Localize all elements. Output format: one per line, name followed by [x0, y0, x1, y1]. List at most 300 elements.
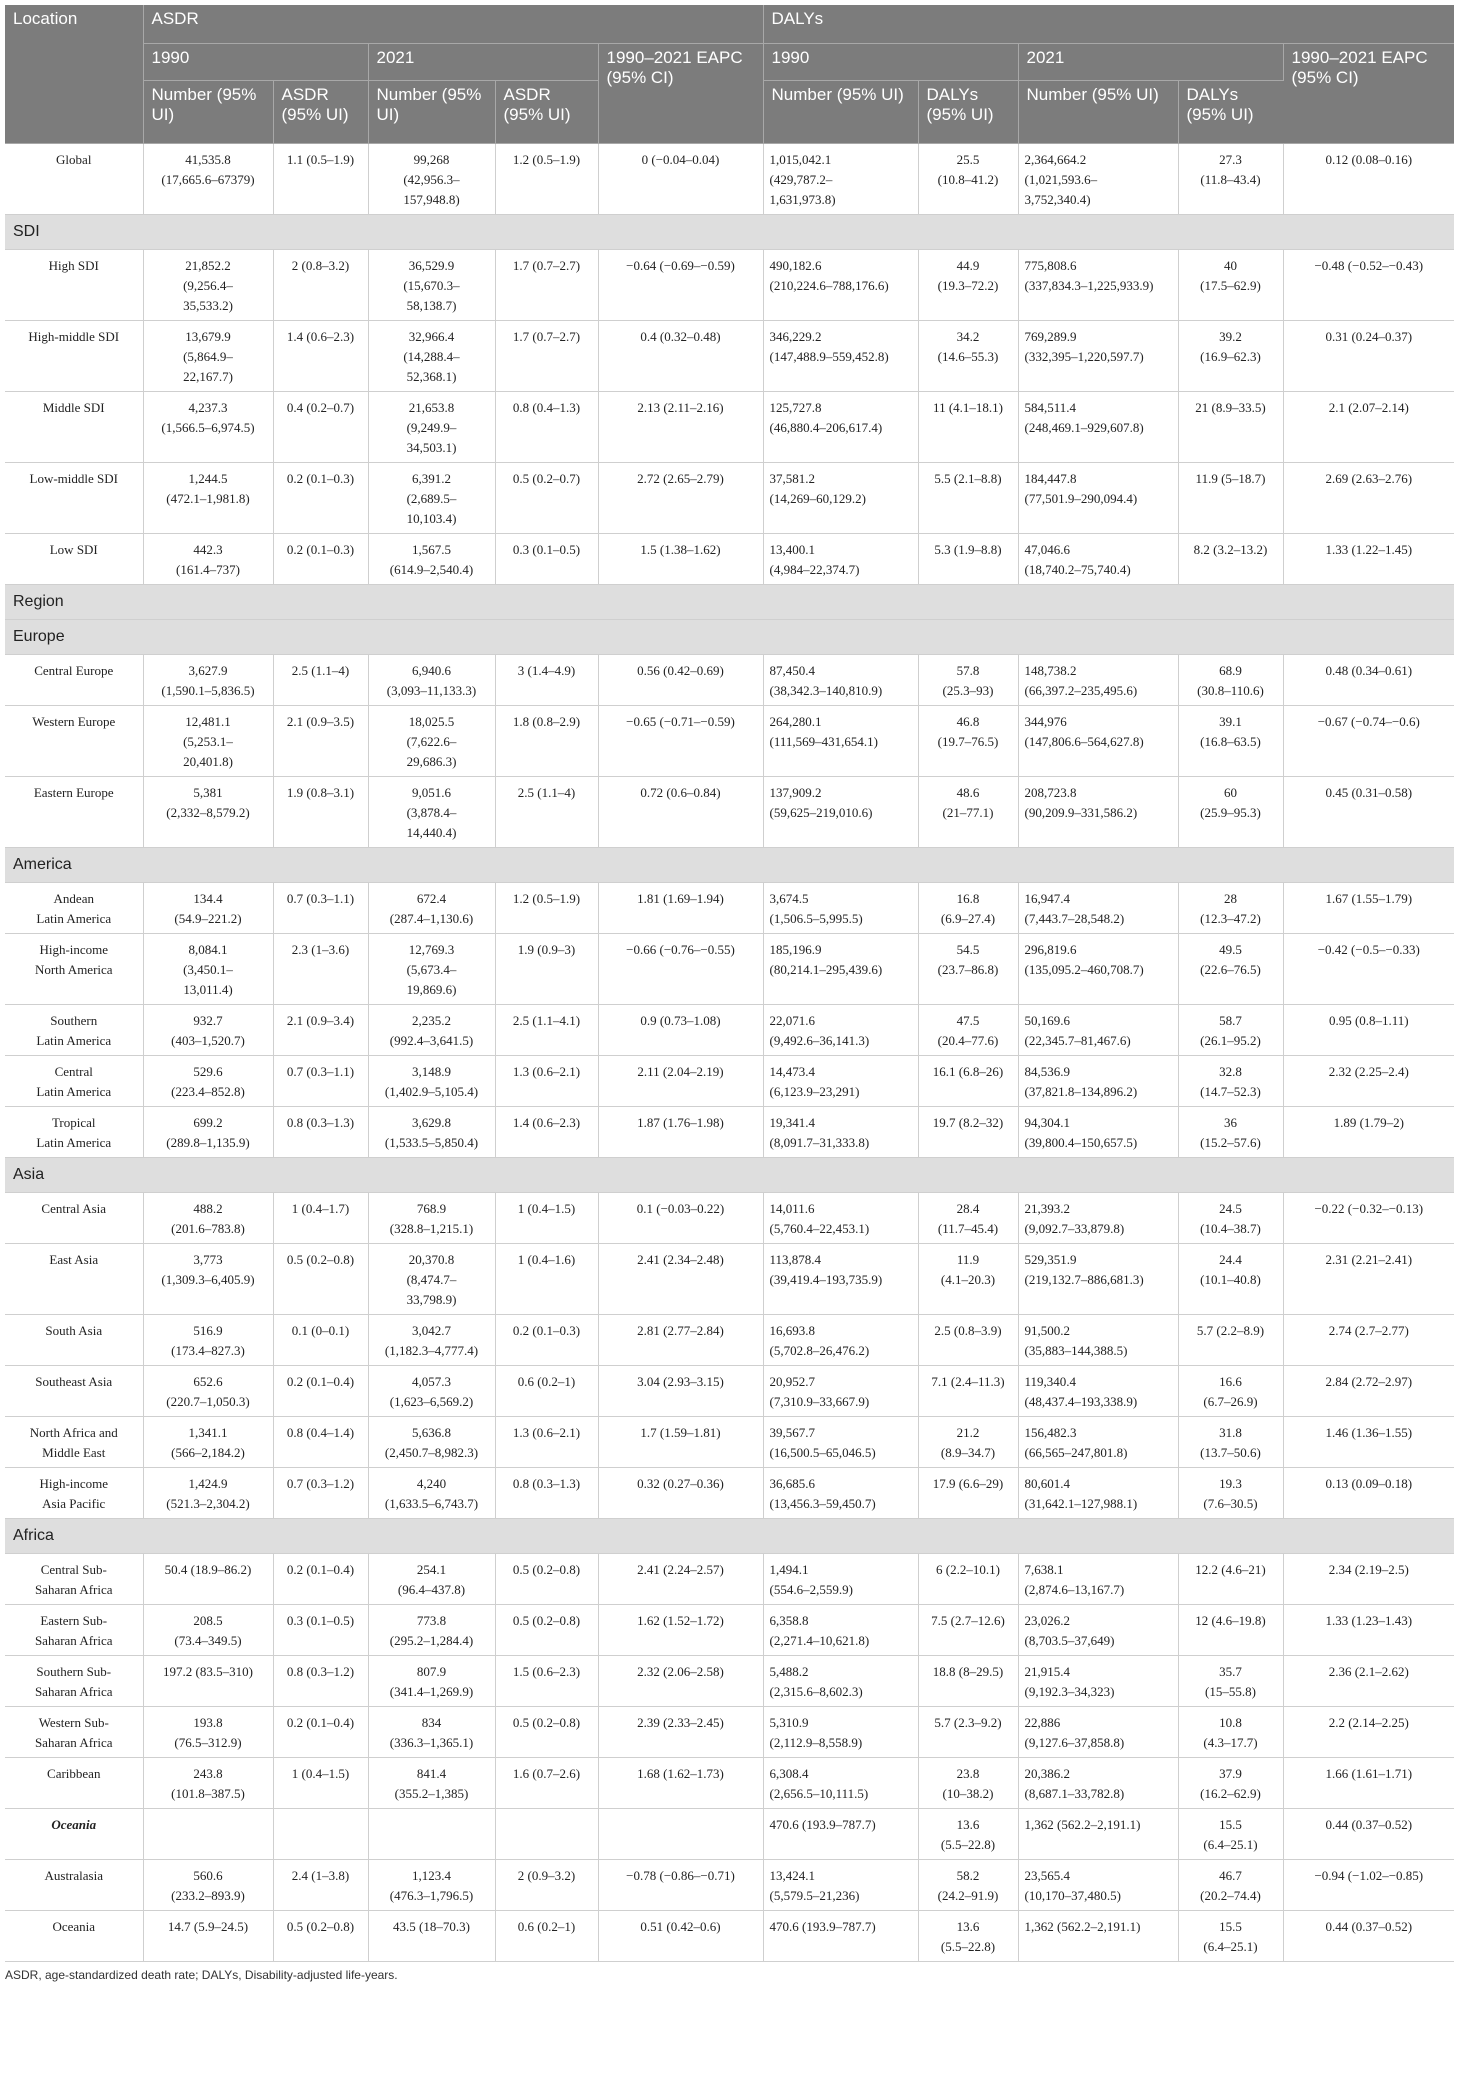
- cell-value: 197.2 (83.5–310): [143, 1656, 273, 1707]
- cell-value: 2.84 (2.72–2.97): [1283, 1366, 1454, 1417]
- cell-value: 3.04 (2.93–3.15): [598, 1366, 763, 1417]
- cell-value: 0.2 (0.1–0.4): [273, 1554, 368, 1605]
- table-row: [5, 934, 1454, 1005]
- header-asdr-value: ASDR (95% UI): [273, 81, 368, 144]
- cell-value: 2.41 (2.34–2.48): [598, 1244, 763, 1315]
- cell-value: 1,244.5 (472.1–1,981.8): [143, 463, 273, 534]
- section-header: [5, 215, 1454, 250]
- cell-location: High-income Asia Pacific: [5, 1468, 143, 1519]
- cell-value: 1.67 (1.55–1.79): [1283, 883, 1454, 934]
- cell-location: Australasia: [5, 1860, 143, 1911]
- cell-value: 0.5 (0.2–0.7): [495, 463, 598, 534]
- table-row: [5, 250, 1454, 321]
- cell-value: 1.3 (0.6–2.1): [495, 1417, 598, 1468]
- cell-location: Western Europe: [5, 706, 143, 777]
- cell-value: 36 (15.2–57.6): [1178, 1107, 1283, 1158]
- cell-value: 2.32 (2.06–2.58): [598, 1656, 763, 1707]
- cell-location: Eastern Europe: [5, 777, 143, 848]
- cell-value: 2.69 (2.63–2.76): [1283, 463, 1454, 534]
- cell-value: 58.7 (26.1–95.2): [1178, 1005, 1283, 1056]
- cell-value: 46.7 (20.2–74.4): [1178, 1860, 1283, 1911]
- cell-value: 3,627.9 (1,590.1–5,836.5): [143, 655, 273, 706]
- cell-location: Central Asia: [5, 1193, 143, 1244]
- cell-value: 346,229.2 (147,488.9–559,452.8): [763, 321, 918, 392]
- cell-value: 1.46 (1.36–1.55): [1283, 1417, 1454, 1468]
- cell-value: 44.9 (19.3–72.2): [918, 250, 1018, 321]
- table-row: [5, 321, 1454, 392]
- table-header: [5, 5, 1454, 144]
- cell-value: 932.7 (403–1,520.7): [143, 1005, 273, 1056]
- cell-location: Andean Latin America: [5, 883, 143, 934]
- cell-value: 0.6 (0.2–1): [495, 1366, 598, 1417]
- cell-value: 0.1 (−0.03–0.22): [598, 1193, 763, 1244]
- cell-value: 21,393.2 (9,092.7–33,879.8): [1018, 1193, 1178, 1244]
- cell-value: [368, 1809, 495, 1860]
- header-dalys-eapc: 1990–2021 EAPC (95% CI): [1283, 44, 1454, 144]
- cell-value: 768.9 (328.8–1,215.1): [368, 1193, 495, 1244]
- cell-value: 3,674.5 (1,506.5–5,995.5): [763, 883, 918, 934]
- cell-value: 807.9 (341.4–1,269.9): [368, 1656, 495, 1707]
- cell-location: Central Latin America: [5, 1056, 143, 1107]
- cell-value: 5,636.8 (2,450.7–8,982.3): [368, 1417, 495, 1468]
- cell-value: 4,240 (1,633.5–6,743.7): [368, 1468, 495, 1519]
- cell-value: 22,886 (9,127.6–37,858.8): [1018, 1707, 1178, 1758]
- cell-value: 699.2 (289.8–1,135.9): [143, 1107, 273, 1158]
- cell-value: 0.56 (0.42–0.69): [598, 655, 763, 706]
- cell-value: 2.34 (2.19–2.5): [1283, 1554, 1454, 1605]
- cell-value: 0.8 (0.4–1.3): [495, 392, 598, 463]
- cell-value: 1,341.1 (566–2,184.2): [143, 1417, 273, 1468]
- cell-value: 20,386.2 (8,687.1–33,782.8): [1018, 1758, 1178, 1809]
- cell-value: 5,310.9 (2,112.9–8,558.9): [763, 1707, 918, 1758]
- header-asdr-eapc: 1990–2021 EAPC (95% CI): [598, 44, 763, 144]
- cell-value: 12,769.3 (5,673.4– 19,869.6): [368, 934, 495, 1005]
- header-dalys-value: DALYs (95% UI): [1178, 81, 1283, 144]
- cell-value: 243.8 (101.8–387.5): [143, 1758, 273, 1809]
- cell-location: High-income North America: [5, 934, 143, 1005]
- cell-value: 516.9 (173.4–827.3): [143, 1315, 273, 1366]
- cell-value: 16,947.4 (7,443.7–28,548.2): [1018, 883, 1178, 934]
- cell-value: 185,196.9 (80,214.1–295,439.6): [763, 934, 918, 1005]
- cell-value: 13.6 (5.5–22.8): [918, 1911, 1018, 1962]
- table-row: [5, 534, 1454, 585]
- cell-value: 2,235.2 (992.4–3,641.5): [368, 1005, 495, 1056]
- cell-value: 54.5 (23.7–86.8): [918, 934, 1018, 1005]
- cell-value: 24.5 (10.4–38.7): [1178, 1193, 1283, 1244]
- cell-value: 2.1 (2.07–2.14): [1283, 392, 1454, 463]
- cell-location: Central Europe: [5, 655, 143, 706]
- cell-value: 0.32 (0.27–0.36): [598, 1468, 763, 1519]
- cell-value: 68.9 (30.8–110.6): [1178, 655, 1283, 706]
- cell-value: 4,237.3 (1,566.5–6,974.5): [143, 392, 273, 463]
- cell-value: 36,529.9 (15,670.3– 58,138.7): [368, 250, 495, 321]
- cell-value: 1.5 (1.38–1.62): [598, 534, 763, 585]
- cell-value: 28 (12.3–47.2): [1178, 883, 1283, 934]
- cell-value: 4,057.3 (1,623–6,569.2): [368, 1366, 495, 1417]
- cell-value: 50,169.6 (22,345.7–81,467.6): [1018, 1005, 1178, 1056]
- cell-value: 0.2 (0.1–0.4): [273, 1366, 368, 1417]
- cell-value: 3,042.7 (1,182.3–4,777.4): [368, 1315, 495, 1366]
- cell-value: 442.3 (161.4–737): [143, 534, 273, 585]
- cell-value: 3,148.9 (1,402.9–5,105.4): [368, 1056, 495, 1107]
- section-header: [5, 848, 1454, 883]
- cell-value: 20,952.7 (7,310.9–33,667.9): [763, 1366, 918, 1417]
- cell-value: 0.12 (0.08–0.16): [1283, 144, 1454, 215]
- cell-value: 6,391.2 (2,689.5– 10,103.4): [368, 463, 495, 534]
- cell-value: 40 (17.5–62.9): [1178, 250, 1283, 321]
- cell-value: 32.8 (14.7–52.3): [1178, 1056, 1283, 1107]
- table-row: [5, 1554, 1454, 1605]
- cell-value: 39.1 (16.8–63.5): [1178, 706, 1283, 777]
- cell-value: 49.5 (22.6–76.5): [1178, 934, 1283, 1005]
- cell-value: 0.2 (0.1–0.4): [273, 1707, 368, 1758]
- cell-value: 0.5 (0.2–0.8): [273, 1911, 368, 1962]
- cell-value: 12 (4.6–19.8): [1178, 1605, 1283, 1656]
- cell-value: 156,482.3 (66,565–247,801.8): [1018, 1417, 1178, 1468]
- cell-value: 21 (8.9–33.5): [1178, 392, 1283, 463]
- cell-value: 1.68 (1.62–1.73): [598, 1758, 763, 1809]
- section-header: [5, 585, 1454, 620]
- table-row: [5, 1056, 1454, 1107]
- cell-value: [273, 1809, 368, 1860]
- cell-value: 2.32 (2.25–2.4): [1283, 1056, 1454, 1107]
- cell-value: 28.4 (11.7–45.4): [918, 1193, 1018, 1244]
- cell-location: Southeast Asia: [5, 1366, 143, 1417]
- cell-value: 2.41 (2.24–2.57): [598, 1554, 763, 1605]
- cell-value: 1.33 (1.23–1.43): [1283, 1605, 1454, 1656]
- cell-value: 1.81 (1.69–1.94): [598, 883, 763, 934]
- header-number: Number (95% UI): [1018, 81, 1178, 144]
- cell-value: 529,351.9 (219,132.7–886,681.3): [1018, 1244, 1178, 1315]
- cell-value: 15.5 (6.4–25.1): [1178, 1911, 1283, 1962]
- cell-value: 32,966.4 (14,288.4– 52,368.1): [368, 321, 495, 392]
- cell-value: 1,362 (562.2–2,191.1): [1018, 1809, 1178, 1860]
- cell-value: 1.9 (0.9–3): [495, 934, 598, 1005]
- cell-value: 14.7 (5.9–24.5): [143, 1911, 273, 1962]
- table-row: [5, 463, 1454, 534]
- cell-value: −0.65 (−0.71–−0.59): [598, 706, 763, 777]
- cell-value: 37,581.2 (14,269–60,129.2): [763, 463, 918, 534]
- cell-value: 2 (0.8–3.2): [273, 250, 368, 321]
- cell-value: 2.74 (2.7–2.77): [1283, 1315, 1454, 1366]
- cell-value: −0.48 (−0.52–−0.43): [1283, 250, 1454, 321]
- cell-value: 11.9 (4.1–20.3): [918, 1244, 1018, 1315]
- cell-value: 0.4 (0.2–0.7): [273, 392, 368, 463]
- cell-value: −0.94 (−1.02–−0.85): [1283, 1860, 1454, 1911]
- cell-value: 21,653.8 (9,249.9– 34,503.1): [368, 392, 495, 463]
- cell-location: Low SDI: [5, 534, 143, 585]
- cell-value: 1 (0.4–1.6): [495, 1244, 598, 1315]
- cell-value: 21,852.2 (9,256.4– 35,533.2): [143, 250, 273, 321]
- cell-value: 2.36 (2.1–2.62): [1283, 1656, 1454, 1707]
- cell-value: 99,268 (42,956.3– 157,948.8): [368, 144, 495, 215]
- cell-value: 0.8 (0.3–1.2): [273, 1656, 368, 1707]
- cell-value: 0.51 (0.42–0.6): [598, 1911, 763, 1962]
- cell-value: 1.4 (0.6–2.3): [495, 1107, 598, 1158]
- cell-value: 23.8 (10–38.2): [918, 1758, 1018, 1809]
- cell-value: 1,123.4 (476.3–1,796.5): [368, 1860, 495, 1911]
- cell-value: 7,638.1 (2,874.6–13,167.7): [1018, 1554, 1178, 1605]
- header-location: Location: [5, 5, 143, 144]
- cell-value: 2.4 (1–3.8): [273, 1860, 368, 1911]
- cell-location: Central Sub- Saharan Africa: [5, 1554, 143, 1605]
- cell-value: 2.5 (0.8–3.9): [918, 1315, 1018, 1366]
- section-header: [5, 1519, 1454, 1554]
- cell-value: 193.8 (76.5–312.9): [143, 1707, 273, 1758]
- cell-value: 5,488.2 (2,315.6–8,602.3): [763, 1656, 918, 1707]
- cell-value: 15.5 (6.4–25.1): [1178, 1809, 1283, 1860]
- cell-value: 91,500.2 (35,883–144,388.5): [1018, 1315, 1178, 1366]
- cell-value: 0.44 (0.37–0.52): [1283, 1809, 1454, 1860]
- cell-value: 0.7 (0.3–1.2): [273, 1468, 368, 1519]
- cell-value: 2.72 (2.65–2.79): [598, 463, 763, 534]
- section-header: [5, 1158, 1454, 1193]
- cell-value: 0.3 (0.1–0.5): [495, 534, 598, 585]
- cell-value: 0 (−0.04–0.04): [598, 144, 763, 215]
- table-row: [5, 883, 1454, 934]
- cell-value: 3 (1.4–4.9): [495, 655, 598, 706]
- cell-value: 9,051.6 (3,878.4– 14,440.4): [368, 777, 495, 848]
- cell-value: 470.6 (193.9–787.7): [763, 1809, 918, 1860]
- header-number: Number (95% UI): [763, 81, 918, 144]
- cell-value: 560.6 (233.2–893.9): [143, 1860, 273, 1911]
- cell-value: 344,976 (147,806.6–564,627.8): [1018, 706, 1178, 777]
- cell-value: 94,304.1 (39,800.4–150,657.5): [1018, 1107, 1178, 1158]
- cell-location: Eastern Sub- Saharan Africa: [5, 1605, 143, 1656]
- table-row: [5, 1758, 1454, 1809]
- cell-value: 24.4 (10.1–40.8): [1178, 1244, 1283, 1315]
- cell-value: 14,011.6 (5,760.4–22,453.1): [763, 1193, 918, 1244]
- table-body: [5, 144, 1454, 1962]
- cell-value: 470.6 (193.9–787.7): [763, 1911, 918, 1962]
- cell-value: 19.3 (7.6–30.5): [1178, 1468, 1283, 1519]
- cell-value: 2.5 (1.1–4): [495, 777, 598, 848]
- data-table: [5, 5, 1454, 1962]
- table-row: [5, 1605, 1454, 1656]
- cell-value: 208.5 (73.4–349.5): [143, 1605, 273, 1656]
- section-title: Europe: [5, 620, 1454, 655]
- cell-value: 2.11 (2.04–2.19): [598, 1056, 763, 1107]
- cell-value: 5.5 (2.1–8.8): [918, 463, 1018, 534]
- cell-value: 0.2 (0.1–0.3): [273, 534, 368, 585]
- cell-value: 2,364,664.2 (1,021,593.6– 3,752,340.4): [1018, 144, 1178, 215]
- cell-value: 184,447.8 (77,501.9–290,094.4): [1018, 463, 1178, 534]
- cell-value: 2.5 (1.1–4.1): [495, 1005, 598, 1056]
- cell-value: 0.7 (0.3–1.1): [273, 1056, 368, 1107]
- cell-value: 137,909.2 (59,625–219,010.6): [763, 777, 918, 848]
- cell-location: Southern Sub- Saharan Africa: [5, 1656, 143, 1707]
- cell-value: 41,535.8 (17,665.6–67379): [143, 144, 273, 215]
- cell-value: 0.6 (0.2–1): [495, 1911, 598, 1962]
- cell-value: 0.2 (0.1–0.3): [495, 1315, 598, 1366]
- cell-value: 0.8 (0.4–1.4): [273, 1417, 368, 1468]
- cell-value: 18.8 (8–29.5): [918, 1656, 1018, 1707]
- cell-value: −0.42 (−0.5–−0.33): [1283, 934, 1454, 1005]
- cell-value: 208,723.8 (90,209.9–331,586.2): [1018, 777, 1178, 848]
- cell-value: 47,046.6 (18,740.2–75,740.4): [1018, 534, 1178, 585]
- cell-value: 672.4 (287.4–1,130.6): [368, 883, 495, 934]
- cell-value: 19.7 (8.2–32): [918, 1107, 1018, 1158]
- cell-value: 87,450.4 (38,342.3–140,810.9): [763, 655, 918, 706]
- cell-value: 2.1 (0.9–3.4): [273, 1005, 368, 1056]
- cell-value: 2.2 (2.14–2.25): [1283, 1707, 1454, 1758]
- cell-value: 46.8 (19.7–76.5): [918, 706, 1018, 777]
- table-row: [5, 777, 1454, 848]
- cell-value: 16.8 (6.9–27.4): [918, 883, 1018, 934]
- cell-value: 2.13 (2.11–2.16): [598, 392, 763, 463]
- cell-value: 1.9 (0.8–3.1): [273, 777, 368, 848]
- table-row: [5, 1107, 1454, 1158]
- section-title: Region: [5, 585, 1454, 620]
- cell-value: 11 (4.1–18.1): [918, 392, 1018, 463]
- cell-value: [495, 1809, 598, 1860]
- cell-value: 16,693.8 (5,702.8–26,476.2): [763, 1315, 918, 1366]
- cell-value: 1,424.9 (521.3–2,304.2): [143, 1468, 273, 1519]
- cell-value: 50.4 (18.9–86.2): [143, 1554, 273, 1605]
- table-row: [5, 1417, 1454, 1468]
- table-row: [5, 1366, 1454, 1417]
- cell-value: 834 (336.3–1,365.1): [368, 1707, 495, 1758]
- cell-value: 21.2 (8.9–34.7): [918, 1417, 1018, 1468]
- cell-value: 12.2 (4.6–21): [1178, 1554, 1283, 1605]
- cell-value: 25.5 (10.8–41.2): [918, 144, 1018, 215]
- cell-value: 1.5 (0.6–2.3): [495, 1656, 598, 1707]
- cell-value: 7.1 (2.4–11.3): [918, 1366, 1018, 1417]
- cell-value: 13.6 (5.5–22.8): [918, 1809, 1018, 1860]
- table-row: [5, 1315, 1454, 1366]
- cell-value: −0.64 (−0.69–−0.59): [598, 250, 763, 321]
- cell-location: Southern Latin America: [5, 1005, 143, 1056]
- cell-value: 43.5 (18–70.3): [368, 1911, 495, 1962]
- cell-value: 1.8 (0.8–2.9): [495, 706, 598, 777]
- cell-value: 1.3 (0.6–2.1): [495, 1056, 598, 1107]
- header-asdr-2021: 2021: [368, 44, 598, 81]
- cell-value: 1 (0.4–1.7): [273, 1193, 368, 1244]
- cell-location: Oceania: [5, 1809, 143, 1860]
- cell-value: 0.45 (0.31–0.58): [1283, 777, 1454, 848]
- cell-value: 0.5 (0.2–0.8): [495, 1605, 598, 1656]
- section-title: Asia: [5, 1158, 1454, 1193]
- cell-value: 1.89 (1.79–2): [1283, 1107, 1454, 1158]
- cell-value: 488.2 (201.6–783.8): [143, 1193, 273, 1244]
- header-asdr-value: ASDR (95% UI): [495, 81, 598, 144]
- cell-value: 84,536.9 (37,821.8–134,896.2): [1018, 1056, 1178, 1107]
- cell-value: 0.5 (0.2–0.8): [273, 1244, 368, 1315]
- cell-value: 0.48 (0.34–0.61): [1283, 655, 1454, 706]
- cell-value: 23,026.2 (8,703.5–37,649): [1018, 1605, 1178, 1656]
- cell-value: 23,565.4 (10,170–37,480.5): [1018, 1860, 1178, 1911]
- cell-value: 1.2 (0.5–1.9): [495, 144, 598, 215]
- cell-value: 21,915.4 (9,192.3–34,323): [1018, 1656, 1178, 1707]
- cell-value: 0.3 (0.1–0.5): [273, 1605, 368, 1656]
- cell-value: 0.8 (0.3–1.3): [495, 1468, 598, 1519]
- cell-value: 1.33 (1.22–1.45): [1283, 534, 1454, 585]
- header-number: Number (95% UI): [143, 81, 273, 144]
- cell-value: 134.4 (54.9–221.2): [143, 883, 273, 934]
- cell-value: −0.78 (−0.86–−0.71): [598, 1860, 763, 1911]
- cell-value: 264,280.1 (111,569–431,654.1): [763, 706, 918, 777]
- cell-value: −0.67 (−0.74–−0.6): [1283, 706, 1454, 777]
- cell-value: 2.1 (0.9–3.5): [273, 706, 368, 777]
- cell-value: 60 (25.9–95.3): [1178, 777, 1283, 848]
- cell-location: High SDI: [5, 250, 143, 321]
- cell-value: 0.13 (0.09–0.18): [1283, 1468, 1454, 1519]
- cell-value: 0.1 (0–0.1): [273, 1315, 368, 1366]
- header-dalys-value: DALYs (95% UI): [918, 81, 1018, 144]
- cell-value: 11.9 (5–18.7): [1178, 463, 1283, 534]
- cell-value: 119,340.4 (48,437.4–193,338.9): [1018, 1366, 1178, 1417]
- cell-value: 17.9 (6.6–29): [918, 1468, 1018, 1519]
- cell-value: 1,015,042.1 (429,787.2– 1,631,973.8): [763, 144, 918, 215]
- cell-value: 6,308.4 (2,656.5–10,111.5): [763, 1758, 918, 1809]
- cell-value: 39,567.7 (16,500.5–65,046.5): [763, 1417, 918, 1468]
- table-row: [5, 655, 1454, 706]
- cell-location: North Africa and Middle East: [5, 1417, 143, 1468]
- cell-value: 2.39 (2.33–2.45): [598, 1707, 763, 1758]
- header-asdr: ASDR: [143, 5, 763, 44]
- cell-value: 58.2 (24.2–91.9): [918, 1860, 1018, 1911]
- cell-value: 769,289.9 (332,395–1,220,597.7): [1018, 321, 1178, 392]
- section-title: Africa: [5, 1519, 1454, 1554]
- cell-value: 13,424.1 (5,579.5–21,236): [763, 1860, 918, 1911]
- cell-value: 0.8 (0.3–1.3): [273, 1107, 368, 1158]
- cell-value: 0.7 (0.3–1.1): [273, 883, 368, 934]
- cell-value: 8,084.1 (3,450.1– 13,011.4): [143, 934, 273, 1005]
- cell-value: 125,727.8 (46,880.4–206,617.4): [763, 392, 918, 463]
- cell-value: 0.95 (0.8–1.11): [1283, 1005, 1454, 1056]
- cell-value: 1 (0.4–1.5): [273, 1758, 368, 1809]
- table-row: [5, 706, 1454, 777]
- cell-value: 296,819.6 (135,095.2–460,708.7): [1018, 934, 1178, 1005]
- cell-value: 16.6 (6.7–26.9): [1178, 1366, 1283, 1417]
- table-row: [5, 1809, 1454, 1860]
- table-row: [5, 1468, 1454, 1519]
- table-row: [5, 1911, 1454, 1962]
- cell-value: 34.2 (14.6–55.3): [918, 321, 1018, 392]
- cell-value: 19,341.4 (8,091.7–31,333.8): [763, 1107, 918, 1158]
- cell-value: 1.7 (0.7–2.7): [495, 321, 598, 392]
- section-header: [5, 620, 1454, 655]
- cell-value: 6,358.8 (2,271.4–10,621.8): [763, 1605, 918, 1656]
- cell-value: 2.81 (2.77–2.84): [598, 1315, 763, 1366]
- cell-value: 652.6 (220.7–1,050.3): [143, 1366, 273, 1417]
- header-asdr-1990: 1990: [143, 44, 368, 81]
- cell-value: 8.2 (3.2–13.2): [1178, 534, 1283, 585]
- cell-location: Global: [5, 144, 143, 215]
- cell-value: [143, 1809, 273, 1860]
- cell-value: 48.6 (21–77.1): [918, 777, 1018, 848]
- cell-value: 12,481.1 (5,253.1– 20,401.8): [143, 706, 273, 777]
- cell-value: 5.7 (2.3–9.2): [918, 1707, 1018, 1758]
- cell-location: East Asia: [5, 1244, 143, 1315]
- table-container: [5, 5, 1454, 1982]
- cell-location: High-middle SDI: [5, 321, 143, 392]
- cell-value: 3,629.8 (1,533.5–5,850.4): [368, 1107, 495, 1158]
- cell-value: 148,738.2 (66,397.2–235,495.6): [1018, 655, 1178, 706]
- cell-value: 5.7 (2.2–8.9): [1178, 1315, 1283, 1366]
- cell-value: 0.2 (0.1–0.3): [273, 463, 368, 534]
- cell-value: 1.6 (0.7–2.6): [495, 1758, 598, 1809]
- table-row: [5, 1707, 1454, 1758]
- table-row: [5, 1860, 1454, 1911]
- cell-value: 1.62 (1.52–1.72): [598, 1605, 763, 1656]
- cell-value: 0.4 (0.32–0.48): [598, 321, 763, 392]
- cell-value: 39.2 (16.9–62.3): [1178, 321, 1283, 392]
- cell-value: 0.72 (0.6–0.84): [598, 777, 763, 848]
- table-row: [5, 1244, 1454, 1315]
- cell-value: 20,370.8 (8,474.7– 33,798.9): [368, 1244, 495, 1315]
- section-title: SDI: [5, 215, 1454, 250]
